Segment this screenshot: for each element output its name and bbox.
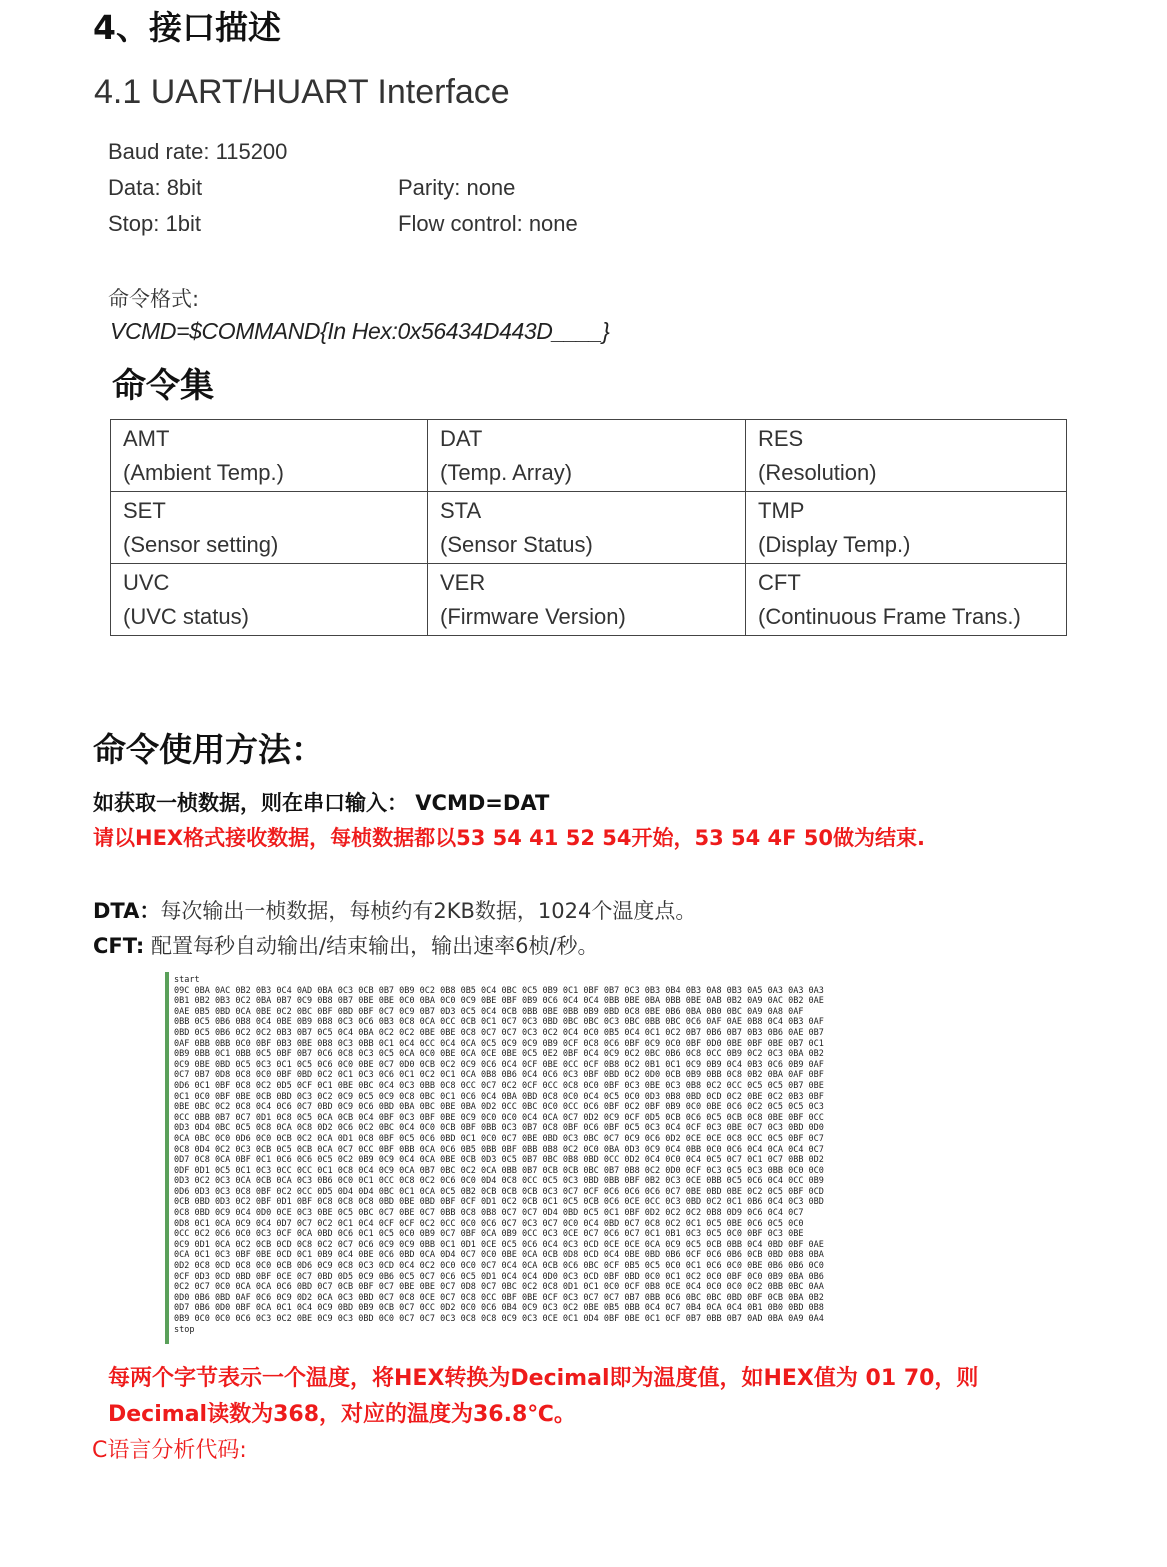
command-desc: (Ambient Temp.) [123,459,284,485]
dump-line: 0CB 0BD 0D3 0C2 0BF 0D1 0BF 0C8 0C8 0C8 0BD 0BE 0BD 0BF 0CF 0D1 0C2 0CB 0C1 0C5 0CB 0C6 0CE 0CC 0C3 0BD 0C2 0C1 0B6 0C4 0C3 0BD [174,1197,824,1208]
dump-line: 0CC 0BB 0B7 0C7 0D1 0C8 0C5 0CA 0CB 0C4 0BF 0C3 0BF 0BE 0C9 0C0 0C0 0C4 0CA 0C7 0D2 0C9 0CF 0D5 0CB 0C6 0C5 0CB 0C8 0BE 0BF 0CC [174,1112,824,1123]
dump-line: 0D3 0D4 0BC 0C5 0C8 0CA 0C8 0D2 0C6 0C2 0BC 0C4 0C0 0CB 0BF 0BB 0C3 0B7 0C8 0BF 0C6 0BF 0C5 0C3 0C4 0CF 0C3 0BE 0C7 0C3 0BD 0D0 [174,1123,824,1134]
command-code: STA [440,497,482,523]
fetch-frame-instruction: 如获取一桢数据，则在串口输入： VCMD=DAT [93,791,550,815]
command-code: DAT [440,425,483,451]
command-desc: (Display Temp.) [758,531,911,557]
c-code-label: C语言分析代码: [92,1438,247,1463]
usage-title: 命令使用方法： [93,730,324,769]
dump-line: 0CC 0C2 0C6 0C0 0C3 0CF 0CA 0BD 0C6 0C1 0C5 0C0 0B9 0C7 0BF 0CA 0B9 0CC 0C3 0CE 0C7 0C6 0C7 0C1 0B1 0C3 0C5 0C0 0BF 0C3 0BE [174,1229,804,1240]
dump-line: 0C9 0D1 0CA 0C2 0CB 0CD 0C8 0C2 0C7 0C6 0C9 0C9 0BB 0C1 0D1 0CE 0C5 0C6 0C4 0C3 0CD 0CE 0CE 0CA 0C9 0C5 0CB 0BB 0C4 0BD 0BF 0AE [174,1239,824,1250]
dump-line: 0C9 0BE 0BD 0C5 0C3 0C1 0C5 0C6 0C0 0BE 0C7 0D0 0CB 0C2 0C9 0C6 0C4 0CF 0BE 0CC 0CF 0B8 0C2 0B1 0C1 0C9 0B9 0C4 0B3 0C6 0B9 0AF [174,1059,824,1070]
dump-line: 0D6 0C1 0BF 0C8 0C2 0D5 0CF 0C1 0BE 0BC 0C4 0C3 0BB 0C8 0CC 0C7 0C2 0CF 0CC 0C8 0C0 0BF 0C3 0BE 0C3 0B8 0C2 0CC 0C5 0C5 0B7 0BE [174,1080,824,1091]
command-desc: (Temp. Array) [440,459,573,485]
command-desc: (Sensor Status) [440,531,593,557]
dump-line: 0AF 0BB 0BB 0C0 0BF 0B3 0BE 0B8 0C3 0BB 0C1 0C4 0CC 0C4 0CA 0C5 0C9 0C9 0B9 0CF 0C8 0C6 0BF 0C9 0C0 0BF 0D0 0BE 0BF 0BE 0B7 0C1 [174,1038,824,1049]
cft-key: CFT: [93,934,145,958]
command-cell [428,420,746,492]
command-desc: (Sensor setting) [123,531,279,557]
dump-line: 0BE 0BC 0C2 0C8 0C4 0C6 0C7 0BD 0C9 0C6 0BD 0BA 0BC 0BE 0BA 0D2 0CC 0BC 0C0 0CC 0C6 0BF 0C2 0BF 0B9 0C0 0BE 0C6 0C2 0C5 0C5 0C3 [174,1102,824,1113]
dump-line: 0D7 0C8 0CA 0BF 0C1 0C6 0C6 0C5 0C2 0B9 0C9 0C4 0CA 0BE 0CB 0D3 0C5 0B7 0BC 0B8 0BD 0CC 0D2 0C4 0C0 0C4 0C5 0C7 0C1 0C7 0BB 0D2 [174,1155,824,1166]
dump-line: 0D3 0C2 0C3 0CA 0CB 0CA 0C3 0B6 0C0 0C1 0CC 0C8 0C2 0C6 0C0 0D4 0C8 0CC 0C5 0C3 0BD 0BB 0BF 0B2 0C3 0CE 0BB 0C5 0C6 0C4 0CC 0B9 [174,1176,824,1187]
command-format-value: VCMD=$COMMAND{In Hex:0x56434D443D____} [110,318,610,344]
dump-stop-marker: stop [174,1324,195,1335]
table-row [111,564,1067,636]
table-row [111,420,1067,492]
dump-line: 0D7 0B6 0D0 0BF 0CA 0C1 0C4 0C9 0BD 0B9 0CB 0C7 0CC 0D2 0C0 0C6 0B4 0C9 0C3 0C2 0BE 0B5 0BB 0C4 0C7 0B4 0CA 0C4 0B1 0B0 0BD 0B8 [174,1303,824,1314]
dta-key: DTA： [93,899,161,923]
temperature-note-line1: 每两个字节表示一个温度，将HEX转换为Decimal即为温度值，如HEX值为 01 70，则 [108,1366,979,1391]
data-bits: Data: 8bit [108,175,203,200]
baud-rate: Baud rate: 115200 [108,139,288,164]
command-cell [111,564,428,636]
dump-line: 09C 0BA 0AC 0B2 0B3 0C4 0AD 0BA 0C3 0CB 0B7 0B9 0C2 0B8 0B5 0C4 0BC 0C5 0B9 0C1 0BF 0B7 0C3 0B3 0B4 0B3 0A8 0B3 0A5 0A3 0A3 0A3 [174,985,824,996]
hex-dump-screenshot [165,972,995,1344]
flow-control: Flow control: none [398,211,578,236]
section-title: 4、接口描述 [93,8,281,47]
command-cell [111,492,428,564]
dump-line: 0C8 0D4 0C2 0C3 0CB 0C5 0CB 0CA 0C7 0CC 0BF 0BB 0CA 0C6 0B5 0BB 0BF 0BB 0B8 0C2 0C0 0BA 0D3 0C9 0C4 0BB 0C0 0C6 0C4 0CA 0C4 0C7 [174,1144,824,1155]
cft-description [93,930,599,960]
dump-line: 0C2 0C7 0C0 0CA 0CA 0C6 0BD 0C7 0CB 0BF 0C7 0BE 0BE 0C7 0D8 0C7 0BC 0C2 0C8 0D1 0C1 0C0 0CF 0B8 0CE 0C4 0C0 0C0 0C2 0BB 0BC 0AA [174,1282,824,1293]
hex-receive-instruction: 请以HEX格式接收数据，每桢数据都以53 54 41 52 54开始，53 54 4F 50做为结束. [93,826,926,850]
command-format-label: 命令格式: [108,287,200,311]
stop-bits: Stop: 1bit [108,211,201,236]
dump-line: 0BD 0C5 0B6 0C2 0C2 0B3 0B7 0C5 0C4 0BA 0C2 0C2 0BE 0BE 0C8 0C7 0C7 0C3 0C2 0C4 0C0 0B5 0C4 0C1 0C2 0B7 0B6 0B7 0B3 0B6 0AE 0B7 [174,1027,824,1038]
command-desc: (Firmware Version) [440,603,626,629]
dump-lines [174,986,995,1325]
dump-start-marker: start [174,975,200,985]
uart-title: 4.1 UART/HUART Interface [94,73,510,111]
command-desc: (Continuous Frame Trans.) [758,603,1021,629]
dta-description [93,895,696,925]
command-cell [746,492,1067,564]
temperature-note-line2: Decimal读数为368，对应的温度为36.8℃。 [108,1402,576,1427]
command-cell [746,420,1067,492]
dump-line: 0D6 0D3 0C3 0C8 0BF 0C2 0CC 0D5 0D4 0D4 0BC 0C1 0CA 0C5 0B2 0CB 0CB 0CB 0C3 0C7 0CF 0C6 0C6 0C6 0C7 0BE 0BD 0BE 0C2 0C5 0BF 0CD [174,1186,824,1197]
dump-line: 0CF 0D3 0CD 0BD 0BF 0CE 0C7 0BD 0D5 0C9 0B6 0C5 0C7 0C6 0C5 0D1 0C4 0C4 0D0 0C3 0CD 0BF 0BD 0C0 0C1 0C2 0C0 0BF 0C0 0B9 0BA 0B6 [174,1271,824,1282]
dump-line: 0B9 0C0 0C0 0C6 0C3 0C2 0BE 0C9 0C3 0BD 0C0 0C7 0C7 0C3 0C8 0C8 0C9 0C3 0CE 0C1 0D4 0BF 0BE 0C1 0CF 0B7 0BB 0B7 0AD 0BA 0A9 0A4 [174,1314,824,1324]
cft-text: 配置每秒自动输出/结束输出，输出速率6桢/秒。 [144,934,599,958]
command-cell [746,564,1067,636]
dump-line: 0D0 0B6 0BD 0AF 0C6 0C9 0D2 0CA 0C3 0BD 0C7 0C8 0CE 0C7 0C8 0CC 0BF 0BE 0CF 0C3 0C7 0C7 0B7 0BB 0C6 0BC 0BC 0BD 0BF 0CB 0BA 0B2 [174,1292,824,1303]
dta-text: 每次输出一桢数据，每桢约有2KB数据，1024个温度点。 [160,899,697,923]
dump-line: 0CA 0BC 0C0 0D6 0C0 0CB 0C2 0CA 0D1 0C8 0BF 0C5 0C6 0BD 0C1 0C0 0C7 0BE 0BD 0C3 0BC 0C7 0C9 0C6 0D2 0CE 0CE 0C8 0CC 0C5 0BF 0C7 [174,1133,824,1144]
dump-line: 0C8 0BD 0C9 0C4 0D0 0CE 0C3 0BE 0C5 0BC 0C7 0BE 0C7 0BB 0C8 0B8 0C7 0C7 0D4 0BD 0C5 0C1 0BF 0D2 0C2 0C2 0B8 0D9 0C6 0C4 0C7 [174,1208,804,1219]
dump-line: 0B1 0B2 0B3 0C2 0BA 0B7 0C9 0B8 0B7 0BE 0BE 0C0 0BA 0C0 0C9 0BE 0BF 0B9 0C6 0C4 0C4 0BB 0BE 0BA 0BB 0BE 0AB 0B2 0A9 0AC 0B2 0AE [174,996,824,1007]
dump-line: 0C1 0C0 0BF 0BE 0CB 0BD 0C3 0C2 0C9 0C5 0C9 0C8 0BC 0C1 0C6 0C4 0BA 0BD 0C8 0C0 0C4 0C5 0C0 0D3 0B8 0BD 0CD 0C2 0BE 0C2 0B3 0BF [174,1091,824,1102]
command-set-table [110,419,1067,636]
command-set-title: 命令集 [112,366,214,406]
command-cell [428,564,746,636]
command-code: UVC [123,569,170,595]
dump-line: 0AE 0B5 0BD 0CA 0BE 0C2 0BC 0BF 0BD 0BF 0C7 0C9 0B7 0D3 0C5 0C4 0CB 0BB 0BE 0BB 0B9 0BD 0C8 0BE 0B6 0BA 0B0 0BC 0A9 0A8 0AF [174,1006,804,1017]
command-code: RES [758,425,804,451]
command-code: AMT [123,425,170,451]
dump-line: 0CA 0C1 0C3 0BF 0BE 0CD 0C1 0B9 0C4 0BE 0C6 0BD 0CA 0D4 0C7 0C0 0BE 0CA 0CB 0D8 0CD 0C4 0BE 0BD 0B6 0CF 0C6 0B6 0CB 0BD 0B8 0BA [174,1250,824,1261]
command-desc: (Resolution) [758,459,877,485]
dump-line: 0D8 0C1 0CA 0C9 0C4 0D7 0C7 0C2 0C1 0C4 0CF 0CF 0C2 0CC 0C0 0C6 0C7 0C3 0C7 0C0 0C4 0BD 0C7 0C8 0C2 0C1 0C5 0BE 0C6 0C5 0C0 [174,1218,804,1229]
command-desc: (UVC status) [123,603,249,629]
command-code: SET [123,497,166,523]
dump-line: 0DF 0D1 0C5 0C1 0C3 0CC 0CC 0C1 0C8 0C4 0C9 0CA 0B7 0BC 0C2 0CA 0BB 0B7 0CB 0CB 0BC 0B7 0B8 0C2 0D0 0CF 0C3 0C5 0C3 0BB 0C0 0C0 [174,1165,824,1176]
command-code: VER [440,569,486,595]
dump-line: 0C7 0B7 0D8 0C8 0C0 0BF 0BD 0C2 0C1 0C3 0C6 0C1 0C2 0C1 0CA 0B8 0B6 0C4 0C6 0C3 0BF 0BD 0C2 0D0 0CB 0B9 0BB 0C8 0B2 0BA 0AF 0BF [174,1070,824,1081]
command-code: TMP [758,497,805,523]
command-cell [111,420,428,492]
command-code: CFT [758,569,801,595]
dump-line: 0D2 0C8 0CD 0C8 0C0 0CB 0D6 0C9 0C8 0C3 0CD 0C4 0C2 0C0 0C0 0C7 0C4 0CA 0CB 0C6 0BC 0CF 0B5 0C5 0C0 0C1 0C6 0C0 0BE 0B6 0B6 0C0 [174,1261,824,1272]
dump-line: 0B9 0BB 0C1 0BB 0C5 0BF 0B7 0C6 0C8 0C3 0C5 0CA 0C0 0BE 0CA 0CE 0BE 0C5 0E2 0BF 0C4 0C9 0C2 0BC 0B6 0C8 0CC 0B9 0C2 0C3 0BA 0B2 [174,1049,824,1060]
command-cell [428,492,746,564]
dump-line: 0BB 0C5 0B6 0B8 0C4 0BE 0B9 0B8 0C3 0C6 0B3 0C8 0CA 0CC 0CB 0C1 0C7 0C3 0BD 0BC 0BC 0C3 0BC 0BB 0BC 0C6 0AF 0AE 0B8 0C4 0B3 0AF [174,1017,824,1028]
parity: Parity: none [398,175,516,200]
table-row [111,492,1067,564]
